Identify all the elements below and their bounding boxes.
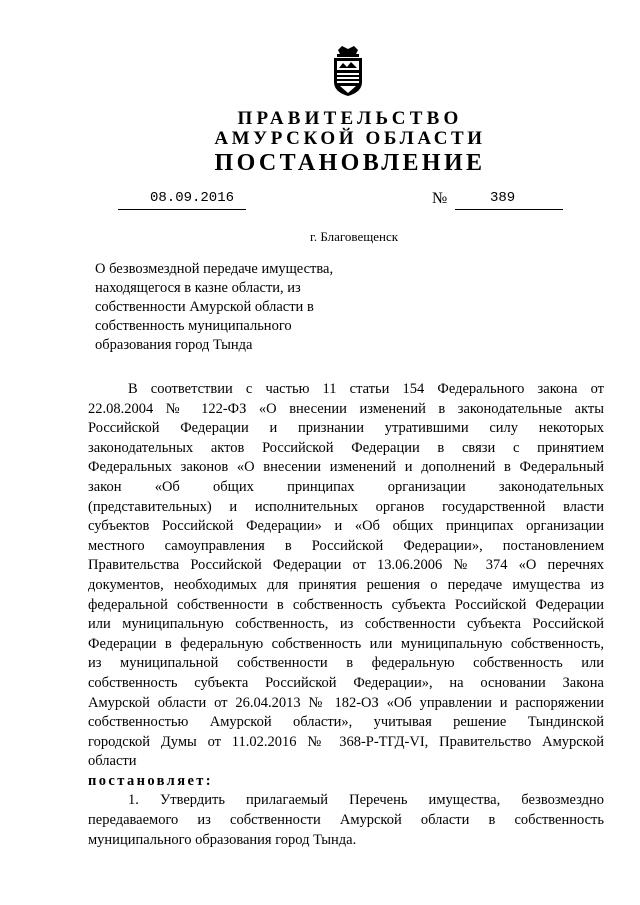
body-line: местного самоуправления в Российской Федерации», постановлением xyxy=(88,537,604,554)
body-line: Российской Федерации и признании утратившими силу некоторых xyxy=(88,420,604,437)
subject-line: находящегося в казне области, из xyxy=(95,280,301,296)
item-line: 1. Утвердить прилагаемый Перечень имущества, безвозмездно xyxy=(128,792,604,809)
body-line: В соответствии с частью 11 статьи 154 Федерального закона от xyxy=(128,381,604,397)
city-name: г. Благовещенск xyxy=(310,229,399,244)
item-line: муниципального образования город Тында. xyxy=(88,831,357,848)
subject-line: собственности Амурской области в xyxy=(95,299,314,315)
body-line: собственность субъекта Российской Федерации», на основании Закона xyxy=(88,674,604,691)
body-line: Федерации в федеральную собственность или муниципальную собственность, xyxy=(88,635,604,652)
subject-line: собственность муниципального xyxy=(95,318,292,334)
document-type-title: ПОСТАНОВЛЕНИЕ xyxy=(214,150,486,176)
coat-of-arms-icon xyxy=(330,46,366,96)
body-line: субъектов Российской Федерации» и «Об общих принципах организации xyxy=(88,518,604,535)
subject-line: О безвозмездной передаче имущества, xyxy=(95,261,334,277)
body-line: Амурской области от 26.04.2013 № 182-ОЗ «Об управлении и распоряжении xyxy=(88,694,604,711)
body-line: Правительства Российской Федерации от 13.06.2006 № 374 «О перечнях xyxy=(88,557,604,574)
subject-line: образования город Тында xyxy=(95,337,253,353)
body-line: собственностью Амурской области», учитывая решение Тындинской xyxy=(88,714,604,731)
date-underline xyxy=(118,209,246,210)
body-line: законодательных актов Российской Федерации в связи с принятием xyxy=(88,439,604,456)
body-line: 22.08.2004 № 122-ФЗ «О внесении изменений в законодательные акты xyxy=(88,400,604,417)
body-line: области xyxy=(88,753,137,770)
document-body xyxy=(88,380,604,850)
document-number: 389 xyxy=(490,190,516,206)
government-title: ПРАВИТЕЛЬСТВО xyxy=(237,108,463,129)
document-date: 08.09.2016 xyxy=(150,190,235,206)
body-line: закон «Об общих принципах организации законодательных xyxy=(88,478,604,495)
body-line: (представительных) и исполнительных органов государственной власти xyxy=(88,498,604,515)
body-line: документов, необходимых для принятия решения о передаче имущества из xyxy=(88,576,604,593)
document-subject xyxy=(95,260,395,355)
body-line: или муниципальную собственность, из собственности субъекта Российской xyxy=(88,616,604,633)
body-line: городской Думы от 11.02.2016 № 368-Р-ТГД-VI, Правительство Амурской xyxy=(88,733,604,750)
body-line: Федеральных законов «О внесении изменений и дополнений в Федеральный xyxy=(88,459,604,476)
number-underline xyxy=(455,209,563,210)
item-line: передаваемого из собственности Амурской области в собственность xyxy=(88,812,604,829)
decree-word: постановляет: xyxy=(88,772,214,789)
region-title: АМУРСКОЙ ОБЛАСТИ xyxy=(214,128,486,149)
body-line: федеральной собственности в собственность субъекта Российской Федерации xyxy=(88,596,604,613)
number-sign: № xyxy=(432,190,448,207)
body-line: из муниципальной собственности в федеральную собственность или xyxy=(88,655,604,672)
